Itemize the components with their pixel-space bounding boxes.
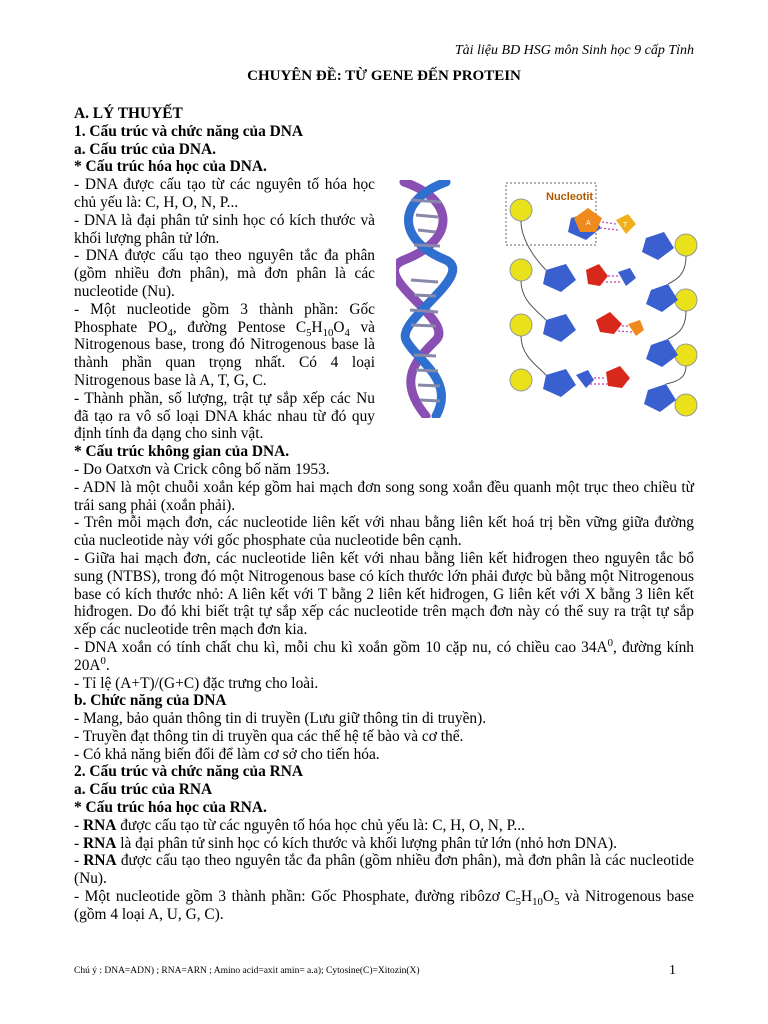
page-number: 1 (669, 963, 676, 978)
chem-paragraph-1: - DNA được cấu tạo từ các nguyên tố hóa học chủ yếu là: C, H, O, N, P... (74, 176, 375, 211)
chem-paragraph-3: - DNA được cấu tạo theo nguyên tắc đa phân (gồm nhiều đơn phân), mà đơn phân là các nucleotide (Nu). (74, 247, 375, 300)
section-2a-heading: a. Cấu trúc của RNA (74, 781, 213, 799)
function-item-1: - Mang, bảo quản thông tin di truyền (Lưu giữ thông tin di truyền). (74, 710, 487, 728)
document-title: CHUYÊN ĐỀ: TỪ GENE ĐẾN PROTEIN (247, 68, 521, 84)
rna-paragraph-4: - Một nucleotide gồm 3 thành phần: Gốc Phosphate, đường ribôzơ $C_5H_{10}O_5$ và Nitrogenous base (gồm 4 loại A, U, G, C). (74, 888, 694, 923)
spatial-paragraph-1: - Do Oatxơn và Crick công bố năm 1953. (74, 460, 330, 478)
nucleotide-chain-diagram (506, 183, 697, 416)
dna-structure-figure (396, 180, 698, 418)
section-2-heading: 2. Cấu trúc và chức năng của RNA (74, 763, 303, 781)
section-1a-heading: a. Cấu trúc của DNA. (74, 140, 216, 158)
chem-structure-heading: * Cấu trúc hóa học của DNA. (74, 158, 267, 176)
spatial-paragraph-6: - Tỉ lệ (A+T)/(G+C) đặc trưng cho loài. (74, 674, 319, 692)
function-item-2: - Truyền đạt thông tin di truyền qua các thế hệ tế bào và cơ thể. (74, 727, 464, 745)
section-1-heading: 1. Cấu trúc và chức năng của DNA (74, 122, 303, 140)
document-header: Tài liệu BD HSG môn Sinh học 9 cấp Tỉnh (454, 43, 694, 58)
spatial-paragraph-2: - ADN là một chuỗi xoắn kép gồm hai mạch đơn song song xoắn đều quanh một trục theo chiều từ trái sang phải (xoắn phải). (74, 478, 694, 514)
rna-chem-heading: * Cấu trúc hóa học của RNA. (74, 799, 267, 817)
nucleotide-label: Nucleotit (546, 191, 594, 203)
function-item-3: - Có khả năng biến đổi để làm cơ sở cho tiến hóa. (74, 745, 380, 763)
footer-note: Chú ý : DNA=ADN) ; RNA=ARN ; Amino acid=axit amin= a.a); Cytosine(C)=Xitozin(X) (74, 966, 420, 976)
rna-paragraph-1: - RNA được cấu tạo từ các nguyên tố hóa học chủ yếu là: C, H, O, N, P... (74, 816, 525, 834)
double-helix-illustration (396, 182, 453, 416)
spatial-paragraph-4: - Giữa hai mạch đơn, các nucleotide liên kết với nhau bằng liên kết hiđrogen theo nguyên tắc bổ sung (NTBS), trong đó một Nitrogenous base có kích thước lớn phải được bù bằng một Nitrogenous base có kích thước nhỏ: A liên kết với T bằng 2 liên kết hiđrogen, G liên kết với X bằng 3 liên kết hiđrogen. Do đó khi biết trật tự sắp xếp các nucleotide trên mạch đơn này có thể suy ra trật tự sắp xếp các nucleotide trên mạch đơn kia. (74, 549, 694, 639)
narrow-column (74, 176, 375, 443)
spatial-paragraph-5: - DNA xoắn có tính chất chu kì, mỗi chu kì xoắn gồm 10 cặp nu, có chiều cao $34A^0$, đường kính $20A^0$. (74, 636, 694, 674)
spatial-structure-heading: * Cấu trúc không gian của DNA. (74, 443, 290, 461)
svg-text:T: T (623, 222, 628, 229)
chem-paragraph-2: - DNA là đại phân tử sinh học có kích thước và khối lượng phân tử lớn. (74, 211, 375, 247)
rna-paragraph-2: - RNA là đại phân tử sinh học có kích thước và khối lượng phân tử lớn (nhỏ hơn DNA). (74, 834, 617, 852)
chem-paragraph-5: - Thành phần, số lượng, trật tự sắp xếp các Nu đã tạo ra vô số loại DNA khác nhau từ đó quy định tính đa dạng cho sinh vật. (74, 389, 375, 443)
chem-paragraph-4: - Một nucleotide gồm 3 thành phần: Gốc Phosphate $PO_4$, đường Pentose $C_5H_{10}O_4$ và Nitrogenous base, trong đó Nitrogenous base là thành phần quan trọng nhất. Có 4 loại Nitrogenous base là A, T, G, C. (74, 300, 376, 389)
section-a-heading: A. LÝ THUYẾT (74, 105, 183, 122)
rna-paragraph-3: - RNA được cấu tạo theo nguyên tắc đa phân (gồm nhiều đơn phân), mà đơn phân là các nucleotide (Nu). (74, 852, 694, 888)
section-1b-heading: b. Chức năng của DNA (74, 692, 227, 710)
svg-text:A: A (586, 220, 591, 227)
spatial-paragraph-3: - Trên mỗi mạch đơn, các nucleotide liên kết với nhau bằng liên kết hoá trị bền vững giữa đường của nucleotide này với gốc phosphate của nucleotide bên cạnh. (74, 514, 694, 550)
